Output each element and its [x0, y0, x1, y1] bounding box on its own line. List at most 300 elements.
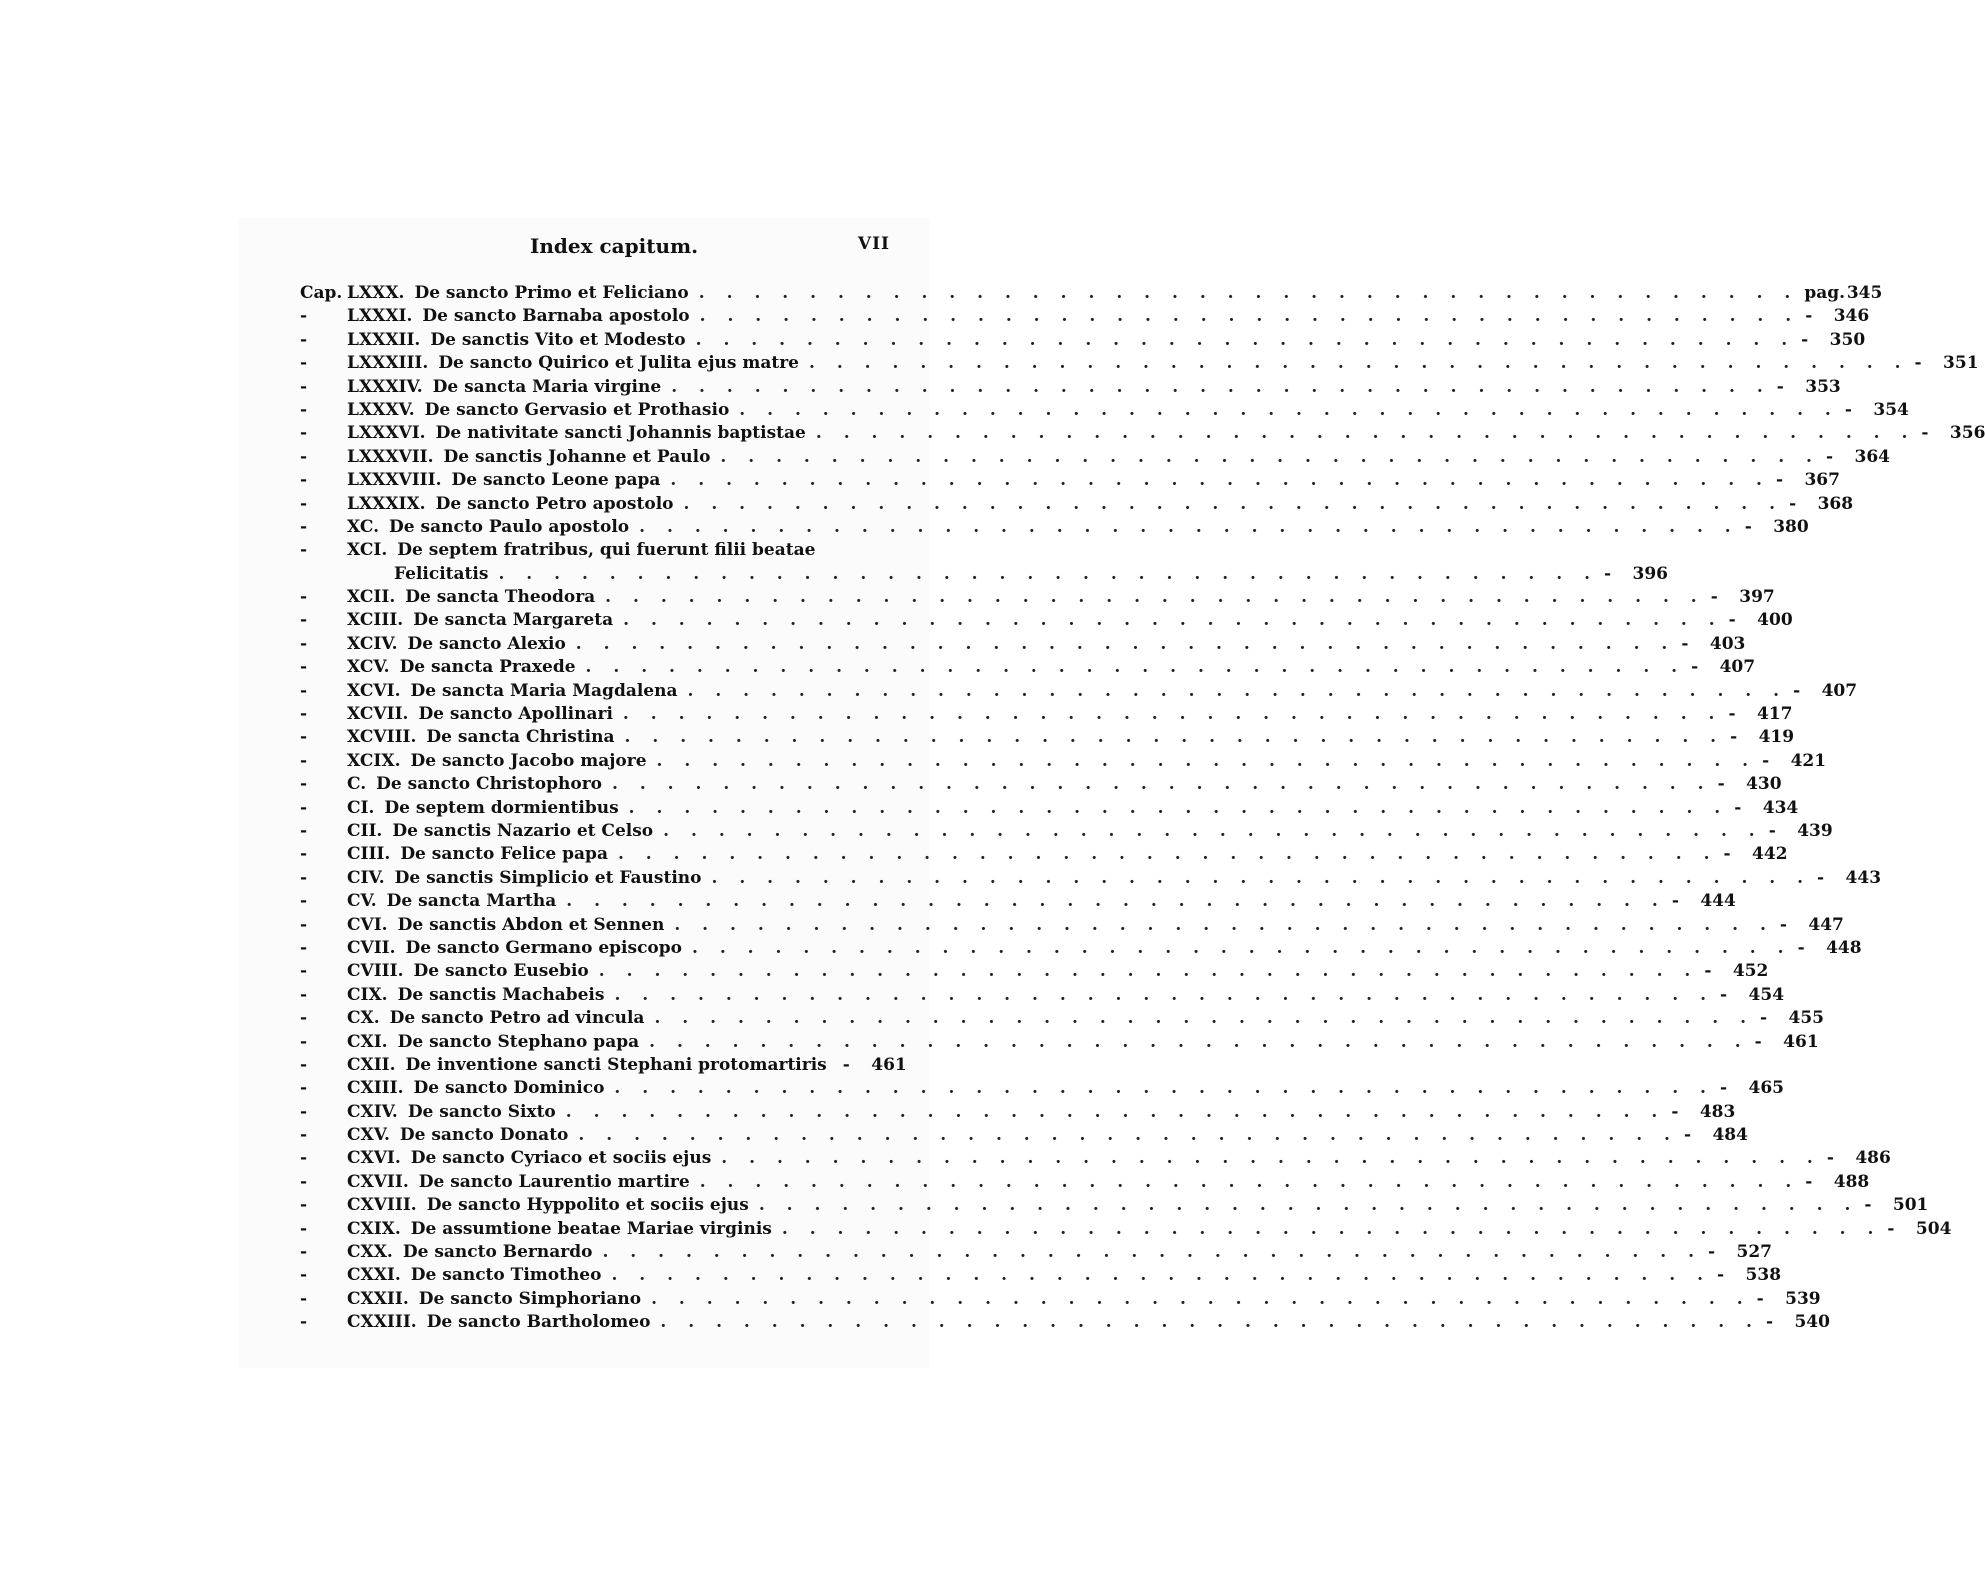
toc-entry: [300, 633, 1746, 656]
dot-leader: . . . . . . . . . . . . . . . . . . . . . . . . . . . . . . . . . . . . . . . .: [815, 423, 1916, 444]
entry-marker: -: [300, 1008, 308, 1029]
entry-marker: -: [300, 820, 308, 841]
chapter-title: De sancto Primo et Feliciano: [414, 283, 689, 303]
toc-entry: [300, 282, 1883, 305]
chapter-number: XCVI.: [347, 680, 401, 701]
page-number: 461: [1783, 1031, 1819, 1052]
entry-marker: -: [300, 797, 308, 818]
page-prefix: [815, 539, 841, 562]
chapter-title: De sancto Petro ad vincula: [389, 1008, 645, 1029]
toc-entry: [300, 1147, 1891, 1170]
entry-marker: -: [300, 1312, 308, 1333]
chapter-number: CIX.: [347, 984, 388, 1005]
page-number: 407: [1821, 680, 1858, 701]
chapter-title: De sanctis Vito et Modesto: [430, 329, 686, 350]
chapter-title: De sancto Stephano papa: [397, 1031, 640, 1052]
page-prefix: -: [1704, 961, 1712, 982]
page-number: 434: [1762, 797, 1799, 818]
entry-marker: -: [300, 493, 308, 514]
chapter-title: De inventione sancti Stephani protomartiris: [405, 1054, 827, 1075]
toc-entry: [300, 609, 1793, 632]
chapter-title: De septem dormientibus: [384, 797, 619, 818]
page-number: 504: [1915, 1218, 1952, 1239]
entry-body: [347, 680, 1858, 703]
chapter-number: XC.: [347, 516, 380, 537]
toc-entry: [300, 914, 1844, 937]
page-prefix: -: [1797, 937, 1805, 958]
chapter-number: CXIX.: [347, 1218, 401, 1239]
chapter-title: Felicitatis: [394, 563, 489, 584]
page-prefix: -: [1765, 1312, 1774, 1333]
chapter-number: XCI.: [347, 540, 388, 561]
page-prefix: -: [1683, 1125, 1692, 1146]
chapter-number: XCIV.: [347, 633, 398, 654]
dot-leader: . . . . . . . . . . . . . . . . . . . . . . . . . . . . . . . . . . . . . . . .: [721, 1148, 1821, 1169]
chapter-number: CXX.: [347, 1242, 393, 1263]
toc-entry: [300, 703, 1793, 726]
chapter-title: De sancto Simphoriano: [418, 1288, 642, 1309]
chapter-title: De sancto Barnaba apostolo: [422, 306, 690, 327]
toc-entry: [300, 843, 1788, 866]
entry-body: [347, 493, 1854, 516]
page-prefix: pag.: [1804, 283, 1846, 303]
entry-body: [347, 516, 1809, 539]
page-prefix: -: [1719, 1078, 1728, 1099]
entry-body: [347, 539, 890, 562]
page-prefix: -: [1793, 680, 1801, 701]
page-prefix: -: [1887, 1218, 1895, 1239]
dot-leader: . . . . . . . . . . . . . . . . . . . . . . . . . . . . . . . . . . . . . . . .: [663, 820, 1763, 841]
page-prefix: -: [1805, 306, 1813, 327]
table-of-contents: [300, 282, 1985, 1335]
entry-body: [347, 329, 1866, 352]
toc-entry: [300, 984, 1785, 1007]
dot-leader: . . . . . . . . . . . . . . . . . . . . . . . . . . . . . . . . . . . . . . . .: [654, 1008, 1754, 1029]
chapter-title: De sancto Bernardo: [402, 1242, 593, 1263]
dot-leader: . . . . . . . . . . . . . . . . . . . . . . . . . . . . . . . . . . . . . . . .: [575, 633, 1676, 654]
entry-marker: -: [300, 867, 308, 888]
dot-leader: . . . . . . . . . . . . . . . . . . . . . . . . . . . . . . . . . . . . . . . .: [781, 1218, 1882, 1239]
chapter-number: CXVIII.: [347, 1195, 417, 1216]
entry-marker: -: [300, 446, 308, 467]
entry-marker: -: [300, 891, 308, 912]
page-number: 397: [1739, 587, 1775, 608]
page-prefix: -: [1604, 563, 1612, 584]
toc-entry: [300, 1288, 1821, 1311]
entry-marker: -: [300, 1148, 308, 1169]
chapter-title: De sancto Gervasio et Prothasio: [424, 399, 730, 420]
entry-body: [347, 305, 1870, 328]
page-number: 486: [1855, 1148, 1891, 1169]
entry-marker: -: [300, 1218, 308, 1239]
page-prefix: -: [1671, 1101, 1679, 1122]
page-prefix: -: [1760, 1008, 1768, 1029]
dot-leader: . . . . . . . . . . . . . . . . . . . . . . . . . . . . . . . . . . . . . . . .: [617, 844, 1718, 865]
page-number: [841, 539, 879, 562]
dot-leader: . . . . . . . . . . . . . . . . . . . . . . . . . . . . . . . . . . . . . . . .: [611, 1265, 1712, 1286]
page-number: 527: [1736, 1242, 1772, 1263]
chapter-title: De sancto Hyppolito et sociis ejus: [426, 1195, 749, 1216]
chapter-number: CVIII.: [347, 961, 404, 982]
page-number: 356: [1949, 423, 1985, 444]
dot-leader: . . . . . . . . . . . . . . . . . . . . . . . . . . . . . . . . . . . . . . . .: [602, 1242, 1702, 1263]
page-prefix: -: [1744, 516, 1752, 537]
dot-leader: . . . . . . . . . . . . . . . . . . . . . . . . . . . . . . . . . . . . . . . .: [565, 1101, 1666, 1122]
page-number: 345: [1846, 283, 1883, 303]
toc-entry: [300, 1007, 1824, 1030]
dot-leader: . . . . . . . . . . . . . . . . . . . . . . . . . . . . . . . . . . . . . . . .: [651, 1288, 1751, 1309]
page-number: 455: [1788, 1008, 1824, 1029]
entry-marker: -: [300, 1101, 308, 1122]
toc-entry: [300, 867, 1882, 890]
chapter-number: LXXXIV.: [347, 376, 423, 397]
entry-body: [347, 376, 1841, 399]
chapter-number: CIII.: [347, 844, 391, 865]
chapter-number: CX.: [347, 1008, 380, 1029]
dot-leader: . . . . . . . . . . . . . . . . . . . . . . . . . . . . . . . . . . . . . . . .: [623, 610, 1723, 631]
chapter-title: De sancto Bartholomeo: [426, 1312, 651, 1333]
toc-entry: [300, 680, 1858, 703]
chapter-number: LXXXI.: [347, 306, 413, 327]
dot-leader: . . . . . . . . . . . . . . . . . . . . . . . . . . . . . . . . . . . . . . . .: [671, 376, 1771, 397]
chapter-number: XCIX.: [347, 750, 401, 771]
entry-body: [394, 563, 1668, 586]
entry-marker: -: [300, 1078, 308, 1099]
page-number: 421: [1790, 750, 1827, 771]
page-number: 400: [1757, 610, 1793, 631]
entry-body: [347, 1194, 1929, 1217]
dot-leader: . . . . . . . . . . . . . . . . . . . . . . . . . . . . . . . . . . . . . . . .: [639, 516, 1739, 537]
toc-entry: [300, 399, 1909, 422]
chapter-title: De sancto Jacobo majore: [410, 750, 647, 771]
entry-body: [347, 609, 1793, 632]
dot-leader: . . . . . . . . . . . . . . . . . . . . . . . . . . . . . . . . . . . . . . . .: [605, 587, 1705, 608]
entry-marker: -: [300, 1242, 308, 1263]
entry-marker: -: [300, 727, 308, 748]
chapter-number: XCIII.: [347, 610, 404, 631]
entry-body: [347, 750, 1827, 773]
entry-body: [347, 703, 1793, 726]
chapter-number: XCVII.: [347, 704, 409, 725]
entry-body: [347, 422, 1985, 445]
dot-leader: . . . . . . . . . . . . . . . . . . . . . . . . . . . . . . . . . . . . . . . .: [720, 446, 1820, 467]
toc-entry: [300, 1101, 1736, 1124]
toc-entry: [300, 890, 1736, 913]
dot-leader: . . . . . . . . . . . . . . . . . . . . . . . . . . . . . . . . . . . . . . . .: [656, 750, 1757, 771]
page-number: 351: [1943, 353, 1979, 374]
entry-body: [347, 773, 1782, 796]
chapter-number: XCVIII.: [347, 727, 417, 748]
page-number: 488: [1833, 1171, 1870, 1192]
toc-entry: [300, 1311, 1830, 1334]
entry-marker: -: [300, 610, 308, 631]
dot-leader: . . . . . . . . . . . . . . . . . . . . . . . . . . . . . . . . . . . . . . . .: [758, 1195, 1859, 1216]
entry-body: [347, 1171, 1870, 1194]
page-number: 368: [1817, 493, 1854, 514]
entry-marker: -: [300, 1171, 308, 1192]
chapter-number: C.: [347, 774, 367, 795]
page-number: 454: [1748, 984, 1785, 1005]
entry-marker: -: [300, 516, 308, 537]
toc-entry: [300, 1031, 1819, 1054]
entry-marker: -: [300, 844, 308, 865]
chapter-title: De sancto Felice papa: [400, 844, 608, 865]
entry-body: [347, 1077, 1784, 1100]
toc-entry: [300, 1054, 907, 1077]
page-prefix: -: [1754, 1031, 1762, 1052]
entry-marker: -: [300, 353, 308, 374]
entry-marker: -: [300, 399, 308, 420]
entry-body: [347, 1007, 1824, 1030]
entry-marker: -: [300, 423, 308, 444]
page-prefix: -: [1728, 610, 1736, 631]
page-prefix: -: [1720, 984, 1728, 1005]
entry-marker: -: [300, 1054, 308, 1075]
page-number: 419: [1758, 727, 1795, 748]
chapter-title: De sanctis Machabeis: [397, 984, 605, 1005]
dot-leader: . . . . . . . . . . . . . . . . . . . . . . . . . . . . . . . . . . . . . . . .: [649, 1031, 1749, 1052]
chapter-title: De sanctis Johanne et Paulo: [443, 446, 711, 467]
chapter-number: LXXXIII.: [347, 353, 429, 374]
chapter-number: LXXXIX.: [347, 493, 426, 514]
chapter-title: De sancto Timotheo: [410, 1265, 602, 1286]
dot-leader: . . . . . . . . . . . . . . . . . . . . . . . . . . . . . . . . . . . . . . . .: [622, 704, 1723, 725]
entry-body: [347, 726, 1795, 749]
dot-leader: . . . . . . . . . . . . . . . . . . . . . . . . . . . . . . . . . . . . . . . .: [578, 1125, 1678, 1146]
page-prefix: -: [1921, 423, 1929, 444]
chapter-number: CXXIII.: [347, 1312, 417, 1333]
chapter-number: CII.: [347, 820, 383, 841]
entry-body: [347, 867, 1882, 890]
entry-body: [347, 1264, 1782, 1287]
dot-leader: . . . . . . . . . . . . . . . . . . . . . . . . . . . . . . . . . . . . . . . .: [566, 891, 1666, 912]
entry-body: [347, 1288, 1821, 1311]
entry-marker: -: [300, 376, 308, 397]
page-prefix: -: [1864, 1195, 1872, 1216]
chapter-title: De septem fratribus, qui fuerunt filii beatae: [397, 540, 816, 561]
entry-marker: -: [300, 1195, 308, 1216]
entry-marker: -: [300, 587, 308, 608]
page-number: 501: [1892, 1195, 1929, 1216]
folio-number: VII: [857, 234, 890, 254]
page-prefix: -: [1730, 727, 1738, 748]
toc-entry: [300, 960, 1769, 983]
chapter-title: De sancto Paulo apostolo: [389, 516, 630, 537]
page-number: 346: [1833, 306, 1870, 327]
toc-entry: [300, 586, 1775, 609]
chapter-title: De sancto Cyriaco et sociis ejus: [410, 1148, 712, 1169]
entry-marker: -: [300, 914, 308, 935]
chapter-number: CVII.: [347, 937, 396, 958]
page-prefix: -: [1779, 914, 1787, 935]
entry-marker: -: [300, 680, 308, 701]
chapter-number: CXVII.: [347, 1171, 409, 1192]
chapter-number: CIV.: [347, 867, 385, 888]
page-prefix: -: [1681, 633, 1689, 654]
toc-entry: [300, 329, 1866, 352]
entry-body: [347, 656, 1756, 679]
toc-entry: [300, 422, 1985, 445]
entry-body: [347, 1218, 1952, 1241]
toc-entry: [300, 750, 1827, 773]
chapter-number: LXXXVII.: [347, 446, 434, 467]
entry-body: [347, 914, 1844, 937]
chapter-title: De sancta Maria virgine: [432, 376, 662, 397]
page-number: 538: [1745, 1265, 1782, 1286]
page-prefix: -: [1826, 1148, 1834, 1169]
entry-body: [347, 282, 1883, 305]
dot-leader: . . . . . . . . . . . . . . . . . . . . . . . . . . . . . . . . . . . . . . . .: [598, 961, 1699, 982]
page-prefix: -: [1844, 399, 1852, 420]
entry-body: [347, 984, 1785, 1007]
chapter-title: De sanctis Nazario et Celso: [392, 820, 654, 841]
entry-marker: -: [300, 633, 308, 654]
chapter-title: De sancta Christina: [426, 727, 615, 748]
chapter-title: De sancto Eusebio: [413, 961, 589, 982]
chapter-number: LXXXII.: [347, 329, 421, 350]
chapter-title: De sancto Germano episcopo: [405, 937, 682, 958]
page-number: 448: [1826, 937, 1862, 958]
entry-body: [347, 352, 1979, 375]
page-prefix: -: [1691, 657, 1699, 678]
dot-leader: . . . . . . . . . . . . . . . . . . . . . . . . . . . . . . . . . . . . . . . .: [683, 493, 1784, 514]
toc-entry: [300, 1124, 1748, 1147]
chapter-title: De sancto Dominico: [413, 1078, 605, 1099]
entry-body: [347, 1054, 907, 1077]
dot-leader: . . . . . . . . . . . . . . . . . . . . . . . . . . . . . . . . . . . . . . . .: [695, 329, 1796, 350]
page-number: 407: [1719, 657, 1756, 678]
chapter-title: De assumtione beatae Mariae virginis: [410, 1218, 772, 1239]
page-number: 444: [1700, 891, 1736, 912]
chapter-title: De sancto Petro apostolo: [435, 493, 674, 514]
toc-entry: [300, 1194, 1929, 1217]
page-prefix: -: [1914, 353, 1922, 374]
dot-leader: . . . . . . . . . . . . . . . . . . . . . . . . . . . . . . . . . . . . . . . .: [624, 727, 1725, 748]
entry-marker: -: [300, 774, 308, 795]
page-prefix: -: [1723, 844, 1731, 865]
chapter-number: CXIII.: [347, 1078, 404, 1099]
entry-body: [347, 399, 1909, 422]
entry-marker: -: [300, 1125, 308, 1146]
chapter-title: De sancto Apollinari: [418, 704, 613, 725]
page-number: 364: [1854, 446, 1890, 467]
dot-leader: . . . . . . . . . . . . . . . . . . . . . . . . . . . . . . . . . . . . . . . .: [711, 867, 1812, 888]
page-number: 539: [1785, 1288, 1821, 1309]
chapter-title: De sancto Christophoro: [376, 774, 602, 795]
dot-leader: . . . . . . . . . . . . . . . . . . . . . . . . . . . . . . . . . . . . . . . .: [699, 306, 1800, 327]
entry-body: [347, 820, 1833, 843]
entry-body: [347, 843, 1788, 866]
toc-entry: [300, 493, 1854, 516]
dot-leader: . . . . . . . . . . . . . . . . . . . . . . . . . . . . . . . . . . . . . . . .: [698, 283, 1799, 303]
chapter-title: De sancta Margareta: [413, 610, 614, 631]
chapter-number: CVI.: [347, 914, 388, 935]
toc-entry: [300, 797, 1799, 820]
page-prefix: -: [1801, 329, 1809, 350]
dot-leader: . . . . . . . . . . . . . . . . . . . . . . . . . . . . . . . . . . . . . . . .: [692, 937, 1792, 958]
chapter-title: De sancta Martha: [386, 891, 557, 912]
chapter-number: XCII.: [347, 587, 396, 608]
chapter-title: De sancto Donato: [399, 1125, 569, 1146]
page-number: 452: [1732, 961, 1769, 982]
page-number: 442: [1752, 844, 1788, 865]
entry-body: [347, 1147, 1891, 1170]
chapter-number: CXXI.: [347, 1265, 401, 1286]
entry-body: [347, 890, 1736, 913]
chapter-number: CXV.: [347, 1125, 390, 1146]
toc-entry: [300, 1218, 1952, 1241]
page-number: 350: [1829, 329, 1866, 350]
entry-marker: -: [300, 540, 308, 561]
page-prefix: -: [1789, 493, 1797, 514]
entry-marker: -: [300, 750, 308, 771]
running-title: Index capitum.: [530, 234, 699, 258]
page-prefix: -: [1817, 867, 1825, 888]
toc-entry: [300, 563, 1668, 586]
page-number: 439: [1797, 820, 1833, 841]
dot-leader: . . . . . . . . . . . . . . . . . . . . . . . . . . . . . . . . . . . . . . . .: [808, 353, 1909, 374]
entry-marker: -: [300, 937, 308, 958]
dot-leader: . . . . . . . . . . . . . . . . . . . . . . . . . . . . . . . . . . . . . . . .: [670, 470, 1770, 491]
page-prefix: -: [1756, 1288, 1764, 1309]
entry-body: [347, 633, 1746, 656]
page-number: 483: [1699, 1101, 1736, 1122]
page-prefix: -: [1776, 376, 1784, 397]
chapter-title: De nativitate sancti Johannis baptistae: [435, 423, 806, 444]
chapter-number: CXIV.: [347, 1101, 398, 1122]
page-number: 443: [1845, 867, 1882, 888]
page-number: 540: [1794, 1312, 1830, 1333]
chapter-title: De sancto Leone papa: [451, 470, 661, 491]
page-number: 447: [1808, 914, 1844, 935]
entry-marker: Cap.: [300, 283, 343, 303]
page-header: [300, 234, 890, 264]
entry-marker: -: [300, 1265, 308, 1286]
chapter-number: CV.: [347, 891, 377, 912]
page-prefix: -: [1717, 1265, 1725, 1286]
toc-entry: [300, 516, 1809, 539]
entry-marker: -: [300, 704, 308, 725]
page-prefix: -: [1825, 446, 1834, 467]
toc-entry: [300, 937, 1862, 960]
chapter-title: De sancto Quirico et Julita ejus matre: [438, 353, 799, 374]
chapter-number: LXXXVI.: [347, 423, 426, 444]
entry-marker: -: [300, 657, 308, 678]
chapter-number: LXXX.: [347, 283, 405, 303]
page-prefix: -: [842, 1054, 850, 1075]
chapter-number: CXVI.: [347, 1148, 401, 1169]
page-prefix: -: [1768, 820, 1776, 841]
chapter-title: De sancto Sixto: [407, 1101, 556, 1122]
page-number: 354: [1873, 399, 1909, 420]
entry-body: [347, 960, 1769, 983]
toc-entry: [300, 1264, 1782, 1287]
page-prefix: -: [1805, 1171, 1813, 1192]
page-number: 461: [871, 1054, 907, 1075]
entry-body: [347, 1124, 1748, 1147]
toc-entry: [300, 1171, 1870, 1194]
page-number: 465: [1748, 1078, 1784, 1099]
chapter-number: XCV.: [347, 657, 390, 678]
toc-entry: [300, 1241, 1772, 1264]
dot-leader: . . . . . . . . . . . . . . . . . . . . . . . . . . . . . . . . . . . . . . . .: [699, 1171, 1800, 1192]
page-number: 430: [1746, 774, 1782, 795]
toc-entry: [300, 446, 1890, 469]
dot-leader: . . . . . . . . . . . . . . . . . . . . . . . . . . . . . . . . . . . . . . . .: [612, 774, 1712, 795]
toc-entry: [300, 820, 1833, 843]
toc-entry: [300, 305, 1870, 328]
chapter-title: De sancta Maria Magdalena: [410, 680, 678, 701]
